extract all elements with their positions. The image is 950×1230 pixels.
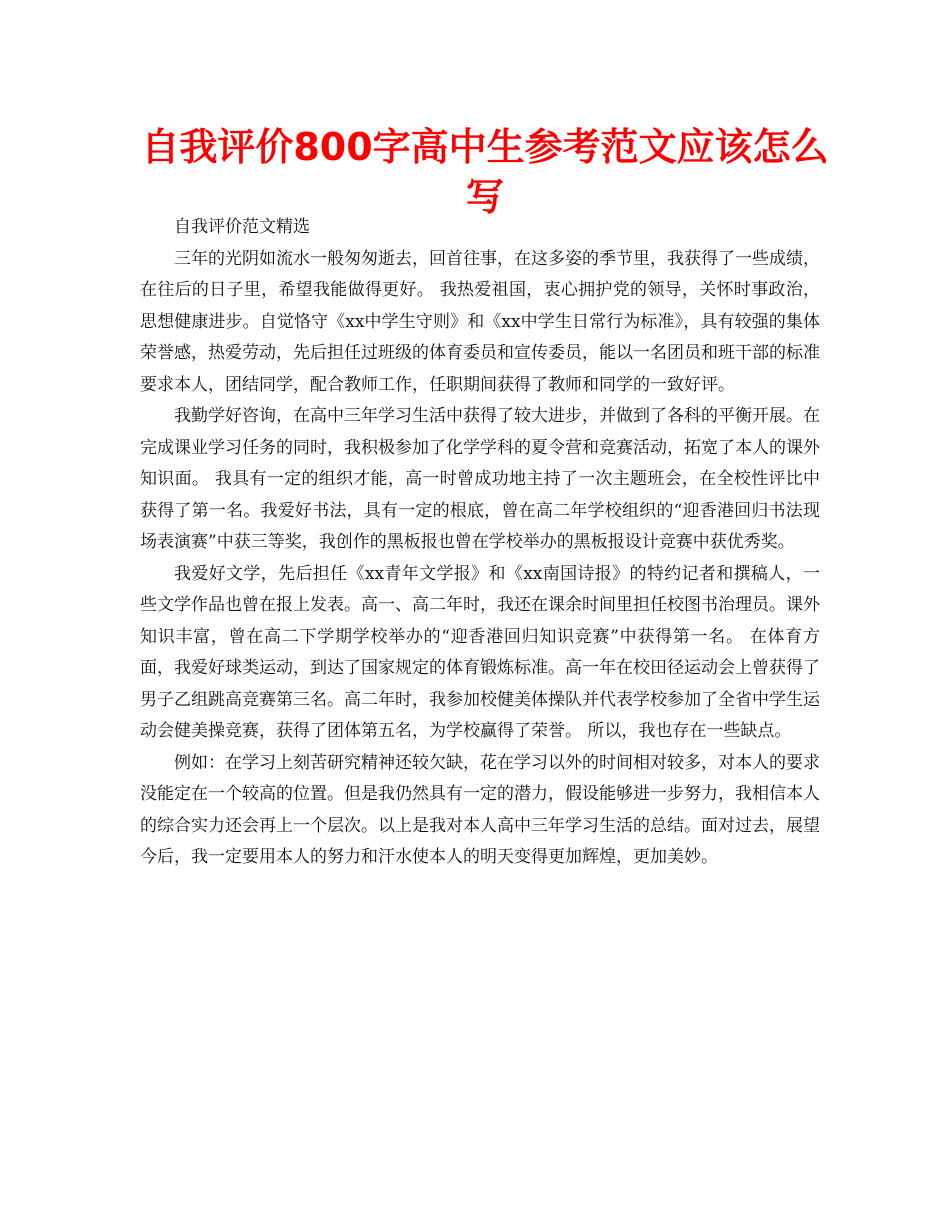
document-body xyxy=(140,212,820,874)
document-subtitle: 自我评价范文精选 xyxy=(174,217,310,237)
paragraph: 三年的光阴如流水一般匆匆逝去，回首往事，在这多姿的季节里，我获得了一些成绩，在往后的日子里，希望我能做得更好。 我热爱祖国，衷心拥护党的领导，关怀时事政治，思想健康进步。自觉恪守《xx中学生守则》和《xx中学生日常行为标准》，具有较强的集体荣誉感，热爱劳动，先后担任过班级的体育委员和宣传委员，能以一名团员和班干部的标准要求本人，团结同学，配合教师工作，任职期间获得了教师和同学的一致好评。 xyxy=(140,248,820,395)
document-title: 自我评价800字高中生参考范文应该怎么写 xyxy=(141,125,829,219)
paragraph: 我勤学好咨询，在高中三年学习生活中获得了较大进步，并做到了各科的平衡开展。在完成课业学习任务的同时，我积极参加了化学学科的夏令营和竞赛活动，拓宽了本人的课外知识面。 我具有一定的组织才能，高一时曾成功地主持了一次主题班会，在全校性评比中获得了第一名。我爱好书法，具有一定的根底，曾在高二年学校组织的“迎香港回归书法现场表演赛”中获三等奖，我创作的黑板报也曾在学校举办的黑板报设计竞赛中获优秀奖。 xyxy=(140,406,820,552)
paragraph: 我爱好文学，先后担任《xx青年文学报》和《xx南国诗报》的特约记者和撰稿人，一些文学作品也曾在报上发表。高一、高二年时，我还在课余时间里担任校图书治理员。课外知识丰富，曾在高二下学期学校举办的“迎香港回归知识竞赛”中获得第一名。 在体育方面，我爱好球类运动，到达了国家规定的体育锻炼标准。高一年在校田径运动会上曾获得了男子乙组跳高竞赛第三名。高二年时，我参加校健美体操队并代表学校参加了全省中学生运动会健美操竞赛，获得了团体第五名，为学校赢得了荣誉。 所以，我也存在一些缺点。 xyxy=(140,563,820,741)
paragraph: 例如：在学习上刻苦研究精神还较欠缺，花在学习以外的时间相对较多，对本人的要求没能定在一个较高的位置。但是我仍然具有一定的潜力，假设能够进一步努力，我相信本人的综合实力还会再上一个层次。以上是我对本人高中三年学习生活的总结。面对过去，展望今后，我一定要用本人的努力和汗水使本人的明天变得更加辉煌，更加美妙。 xyxy=(140,752,820,867)
